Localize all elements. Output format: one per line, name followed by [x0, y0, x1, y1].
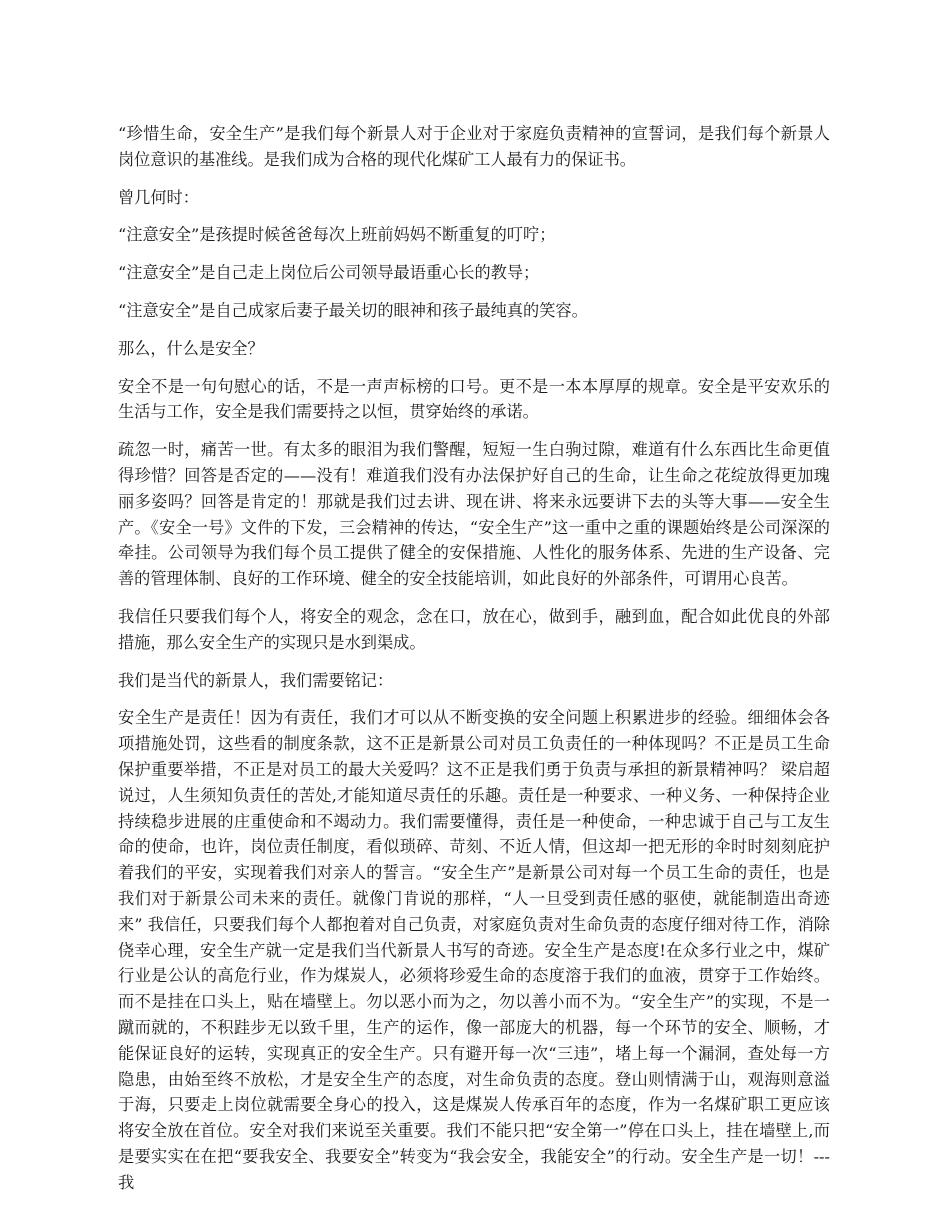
paragraph-negligence: 疏忽一时，痛苦一世。有太多的眼泪为我们警醒，短短一生白驹过隙，难道有什么东西比生命更值得珍惜？回答是否定的——没有！难道我们没有办法保护好自己的生命，让生命之花绽放得更加瑰丽多姿吗？回答是肯定的！那就是我们过去讲、现在讲、将来永远要讲下去的头等大事——安全生产。《安全一号》文件的下发，三会精神的传达，“安全生产”这一重中之重的课题始终是公司深深的牵挂。公司领导为我们每个员工提供了健全的安保措施、人性化的服务体系、先进的生产设备、完善的管理体制、良好的工作环境、健全的安全技能培训，如此良好的外部条件，可谓用心良苦。	[118, 440, 830, 589]
paragraph-safety-2: “注意安全”是自己走上岗位后公司领导最语重心长的教导；	[118, 263, 540, 283]
document-body	[118, 121, 830, 1207]
paragraph-responsibility: 安全生产是责任！因为有责任，我们才可以从不断变换的安全问题上积累进步的经验。细细体会各项措施处罚，这些看的制度条款，这不正是新景公司对员工负责任的一种体现吗？不正是员工生命保护重要举措，不正是对员工的最大关爱吗？这不正是我们勇于负责与承担的新景精神吗？ 梁启超说过，人生须知负责任的苦处,才能知道尽责任的乐趣。责任是一种要求、一种义务、一种保持企业持续稳步进展的庄重使命和不竭动力。我们需要懂得，责任是一种使命，一种忠诚于自己与工友生命的使命，也许，岗位责任制度，看似琐碎、苛刻、不近人情，但这却一把无形的伞时时刻刻庇护着我们的平安，实现着我们对亲人的誓言。“安全生产”是新景公司对每一个员工生命的责任，也是我们对于新景公司未来的责任。就像门肯说的那样，“人一旦受到责任感的驱使，就能制造出奇迹来” 我信任，只要我们每个人都抱着对自己负责，对家庭负责对生命负责的态度仔细对待工作，消除侥幸心理，安全生产就一定是我们当代新景人书写的奇迹。安全生产是态度!在众多行业之中，煤矿行业是公认的高危行业，作为煤炭人，必须将珍爱生命的态度溶于我们的血液，贯穿于工作始终。而不是挂在口头上，贴在墙壁上。勿以恶小而为之，勿以善小而不为。“安全生产”的实现，不是一蹴而就的，不积跬步无以致千里，生产的运作，像一部庞大的机器，每一个环节的安全、顺畅，才能保证良好的运转，实现真正的安全生产。只有避开每一次“三违”，堵上每一个漏洞，查处每一方隐患，由始至终不放松，才是安全生产的态度，对生命负责的态度。登山则情满于山，观海则意溢于海，只要走上岗位就需要全身心的投入，这是煤炭人传承百年的态度，作为一名煤矿职工更应该将安全放在首位。安全对我们来说至关重要。我们不能只把“安全第一”停在口头上，挂在墙壁上,而是要实实在在把“要我安全、我要安全”转变为“我会安全，我能安全”的行动。安全生产是一切！---我	[118, 708, 830, 1192]
paragraph-trust: 我信任只要我们每个人，将安全的观念，念在口，放在心，做到手，融到血，配合如此优良的外部措施，那么安全生产的实现只是水到渠成。	[118, 606, 830, 652]
paragraph-safety-1: “注意安全”是孩提时候爸爸每次上班前妈妈不断重复的叮咛；	[118, 225, 556, 245]
paragraph-remember: 我们是当代的新景人，我们需要铭记：	[118, 670, 394, 690]
paragraph-definition: 安全不是一句句慰心的话，不是一声声标榜的口号。更不是一本本厚厚的规章。安全是平安欢乐的生活与工作，安全是我们需要持之以恒，贯穿始终的承诺。	[118, 376, 830, 422]
paragraph-question: 那么，什么是安全？	[118, 338, 264, 358]
paragraph-safety-3: “注意安全”是自己成家后妻子最关切的眼神和孩子最纯真的笑容。	[118, 300, 588, 320]
paragraph-intro: “珍惜生命，安全生产”是我们每个新景人对于企业对于家庭负责精神的宣誓词，是我们每个新景人岗位意识的基准线。是我们成为合格的现代化煤矿工人最有力的保证书。	[118, 124, 830, 169]
paragraph-once: 曾几何时：	[118, 187, 199, 207]
